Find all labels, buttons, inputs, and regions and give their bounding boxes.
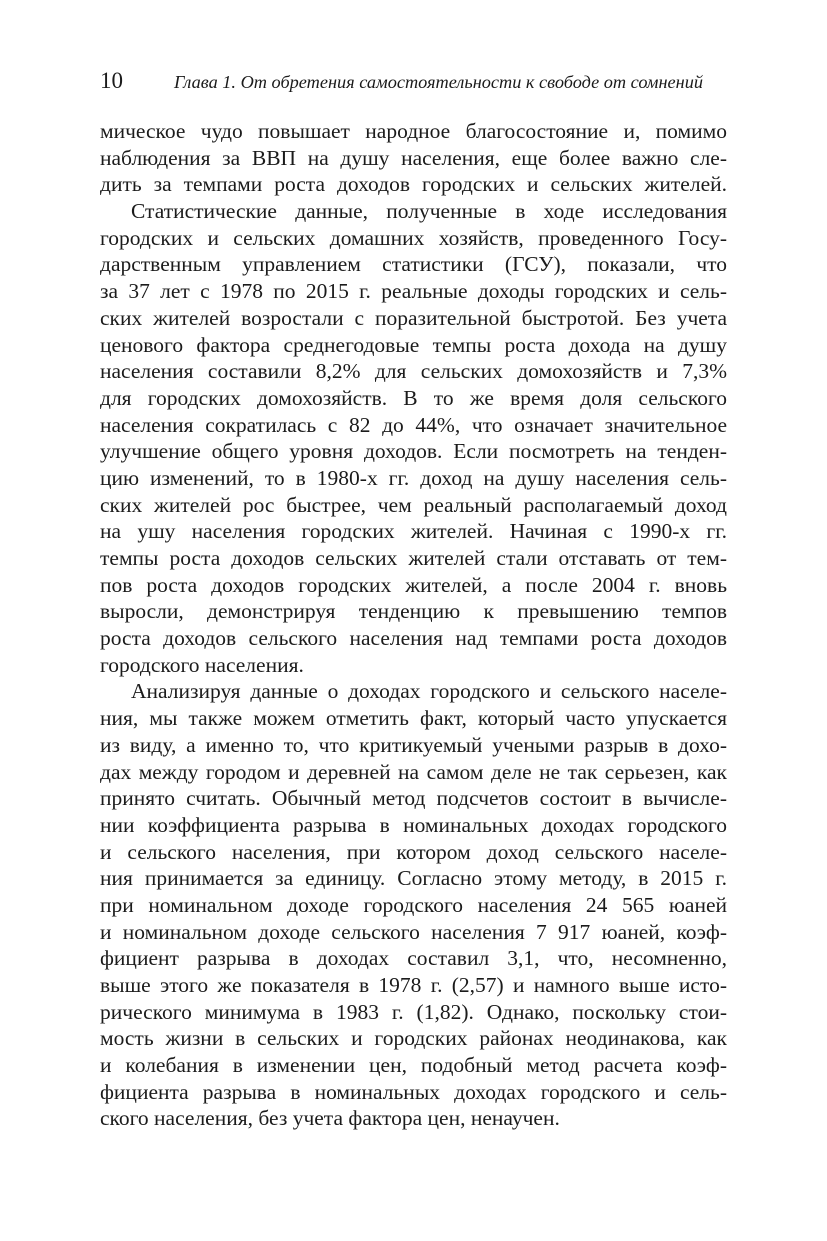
running-head bbox=[100, 64, 727, 98]
text-line: дить за темпами роста доходов городских и сельских жителей. bbox=[100, 172, 727, 197]
text-line: и сельского населения, при котором доход сельского населе- bbox=[100, 839, 727, 864]
text-line: и номинальном доходе сельского населения 7 917 юаней, коэф- bbox=[100, 919, 727, 944]
text-line: фициент разрыва в доходах составил 3,1, что, несомненно, bbox=[100, 946, 727, 971]
paragraph-3 bbox=[100, 678, 727, 1132]
page-number: 10 bbox=[100, 68, 123, 93]
text-line: нии коэффициента разрыва в номинальных доходах городского bbox=[100, 812, 727, 837]
text-line: населения составили 8,2% для сельских домохозяйств и 7,3% bbox=[100, 359, 727, 384]
text-line: ских жителей возростали с поразительной быстротой. Без учета bbox=[100, 305, 727, 330]
text-line: цию изменений, то в 1980-х гг. доход на душу населения сель- bbox=[100, 465, 727, 490]
text-line: фициента разрыва в номинальных доходах городского и сель- bbox=[100, 1079, 727, 1104]
text-line: Статистические данные, полученные в ходе исследования bbox=[131, 199, 727, 224]
text-line: из виду, а именно то, что критикуемый учеными разрыв в дохо- bbox=[100, 732, 727, 757]
text-line: выше этого же показателя в 1978 г. (2,57) и намного выше исто- bbox=[100, 973, 727, 997]
text-line: населения сократилась с 82 до 44%, что означает значительное bbox=[100, 412, 727, 437]
text-line: рического минимума в 1983 г. (1,82). Однако, поскольку стои- bbox=[100, 999, 727, 1024]
text-line: наблюдения за ВВП на душу населения, еще более важно сле- bbox=[100, 145, 727, 170]
text-line: мическое чудо повышает народное благосостояние и, помимо bbox=[100, 119, 727, 143]
text-line: выросли, демонстрируя тенденцию к превышению темпов bbox=[100, 599, 727, 624]
text-line: за 37 лет с 1978 по 2015 г. реальные доходы городских и сель- bbox=[100, 279, 727, 304]
text-line: и колебания в изменении цен, подобный метод расчета коэф- bbox=[100, 1053, 727, 1078]
text-line: Анализируя данные о доходах городского и сельского населе- bbox=[131, 679, 727, 704]
main-text bbox=[100, 118, 727, 1132]
paragraph-1 bbox=[100, 118, 727, 198]
text-line: роста доходов сельского населения над темпами роста доходов bbox=[100, 626, 727, 651]
paragraph-2 bbox=[100, 198, 727, 678]
text-line: городского населения. bbox=[100, 652, 304, 677]
text-line: для городских домохозяйств. В то же время доля сельского bbox=[100, 385, 727, 410]
text-line: принято считать. Обычный метод подсчетов состоит в вычисле- bbox=[100, 786, 727, 811]
text-line: на ушу населения городских жителей. Начиная с 1990-х гг. bbox=[100, 519, 727, 544]
text-line: ния, мы также можем отметить факт, который часто упускается bbox=[100, 706, 727, 731]
text-line: ского населения, без учета фактора цен, ненаучен. bbox=[100, 1106, 560, 1131]
text-line: улучшение общего уровня доходов. Если посмотреть на тенден- bbox=[100, 439, 727, 464]
text-line: пов роста доходов городских жителей, а после 2004 г. вновь bbox=[100, 572, 727, 597]
text-line: ценового фактора среднегодовые темпы роста дохода на душу bbox=[100, 332, 727, 357]
text-line: городских и сельских домашних хозяйств, проведенного Госу- bbox=[100, 225, 727, 250]
text-line: при номинальном доходе городского населения 24 565 юаней bbox=[100, 892, 727, 917]
text-line: мость жизни в сельских и городских районах неодинакова, как bbox=[100, 1026, 727, 1051]
text-line: дах между городом и деревней на самом деле не так серьезен, как bbox=[100, 759, 727, 784]
text-line: ских жителей рос быстрее, чем реальный располагаемый доход bbox=[100, 492, 727, 517]
text-line: дарственным управлением статистики (ГСУ), показали, что bbox=[100, 252, 727, 277]
text-line: ния принимается за единицу. Согласно этому методу, в 2015 г. bbox=[100, 866, 727, 891]
text-line: темпы роста доходов сельских жителей стали отставать от тем- bbox=[100, 546, 727, 570]
running-title: Глава 1. От обретения самостоятельности к свободе от сомнений bbox=[174, 72, 703, 92]
